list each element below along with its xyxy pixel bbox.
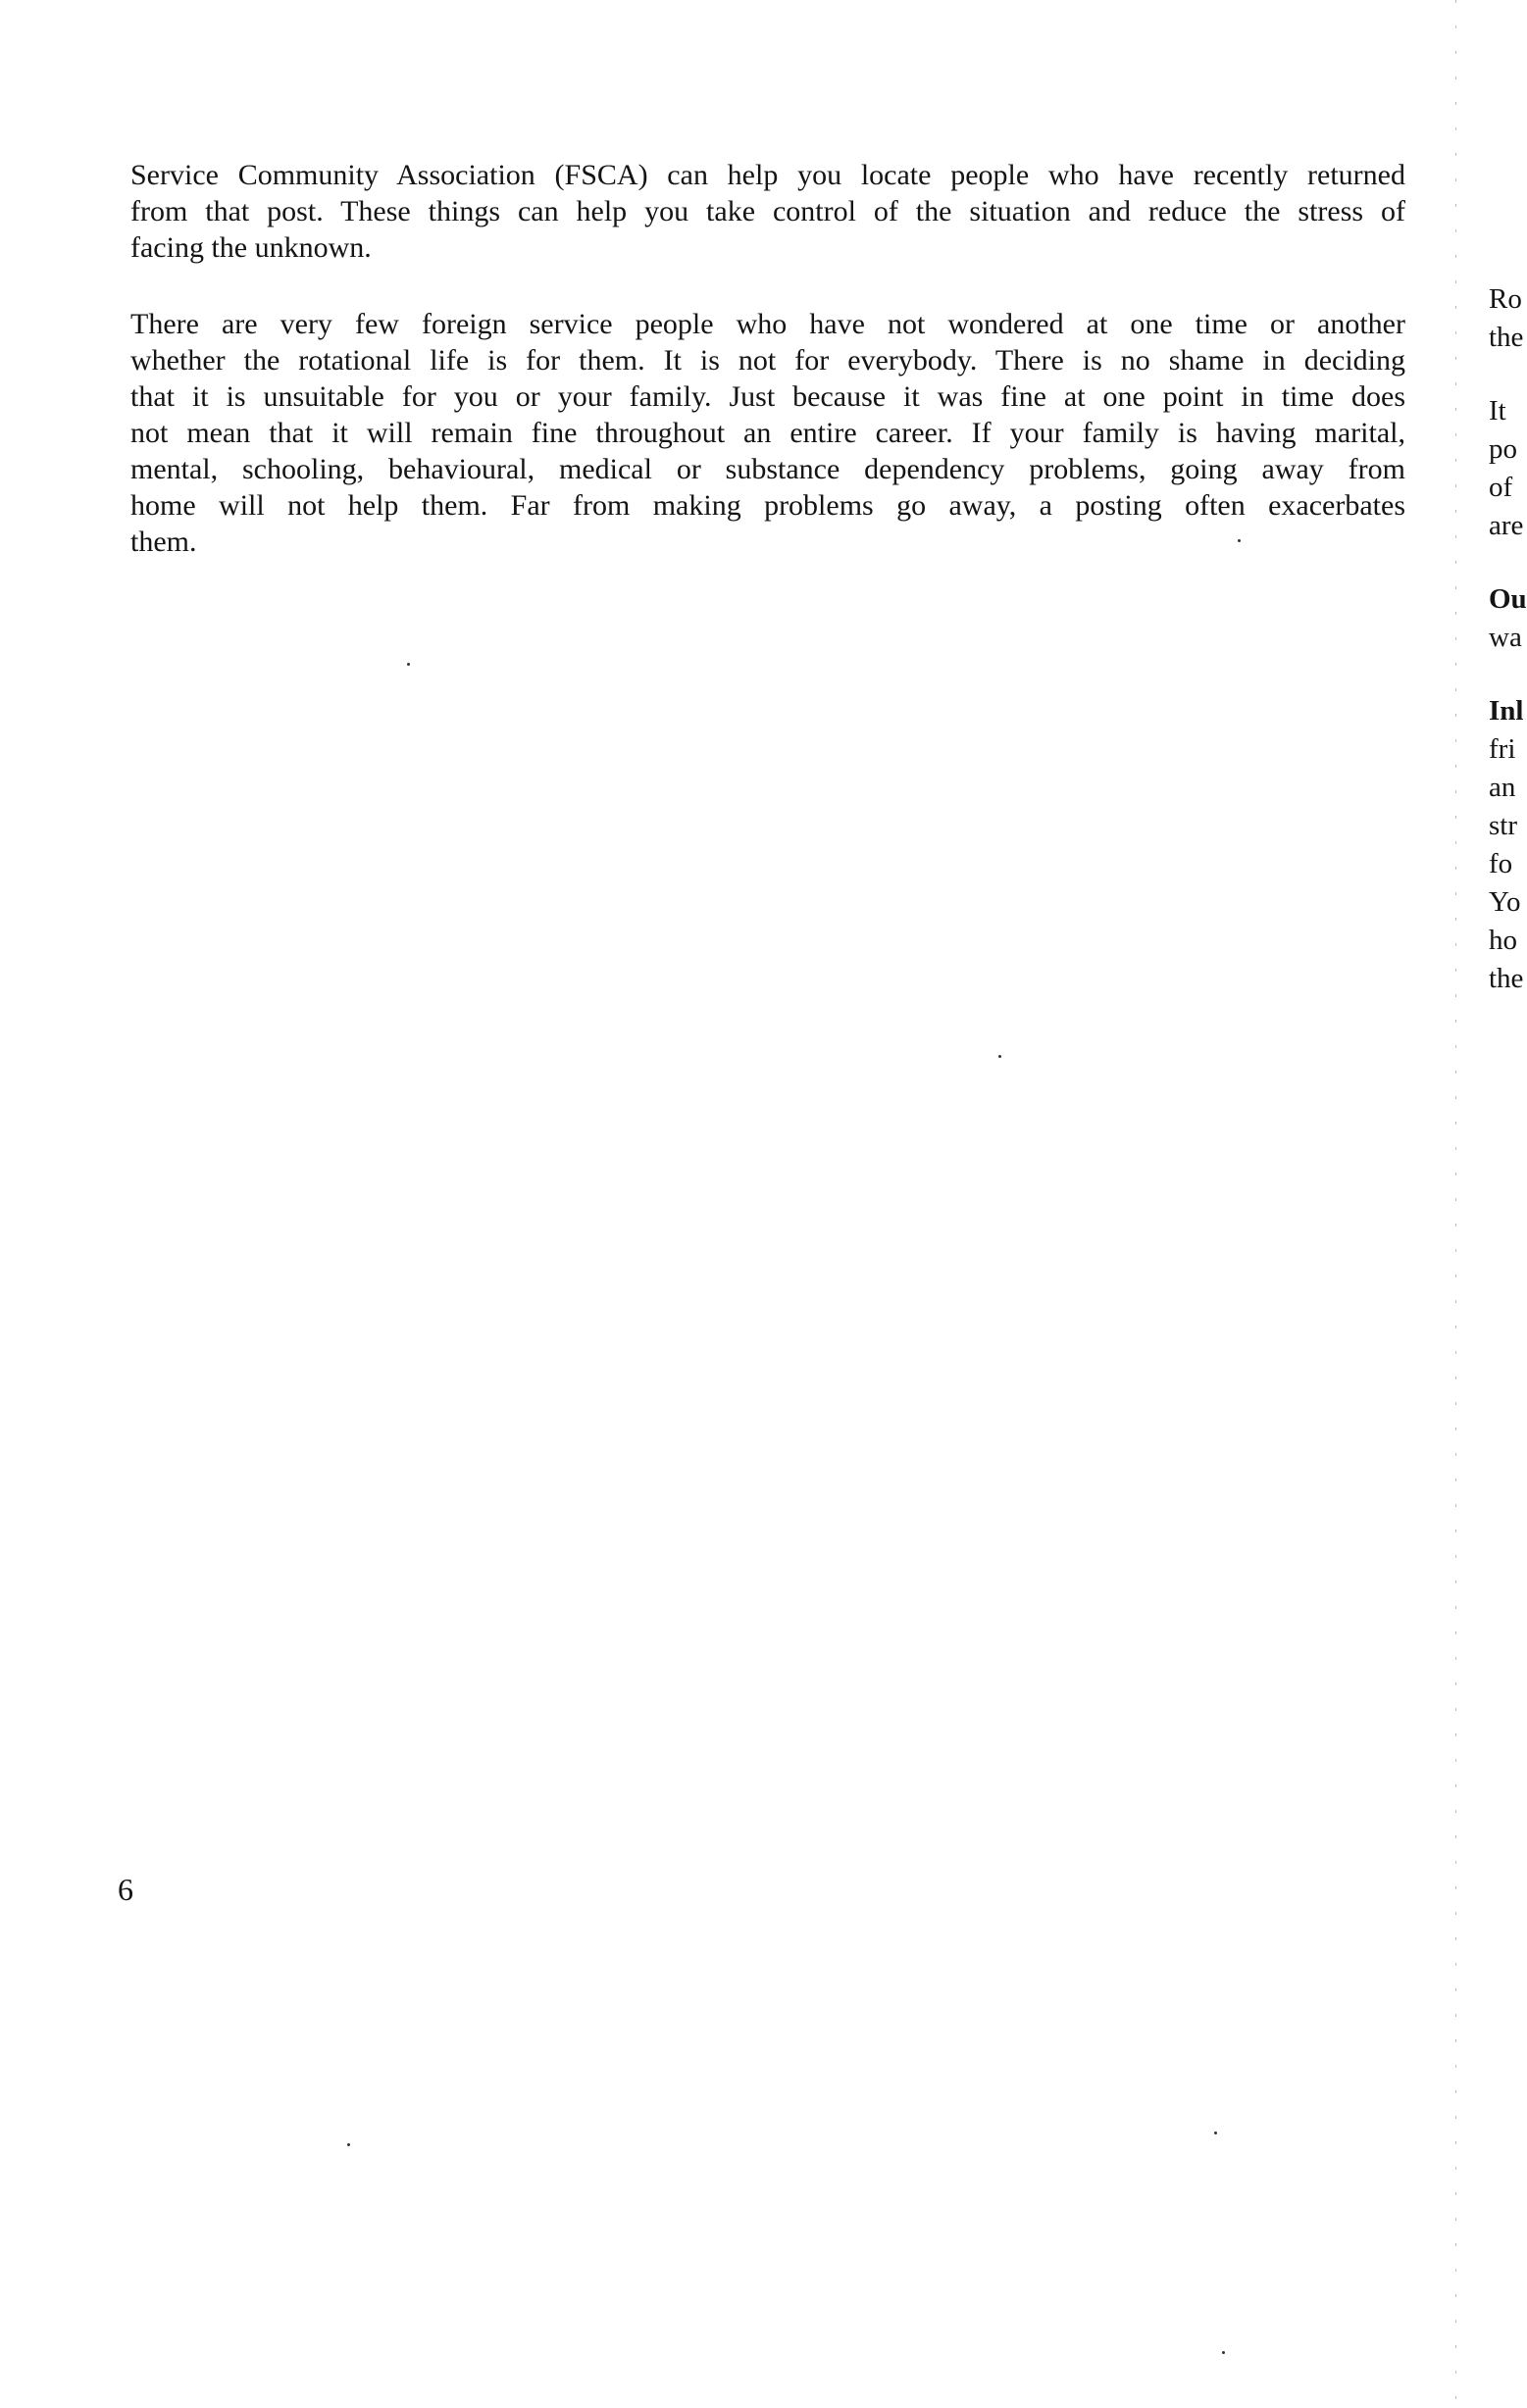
text-line: from that post. These things can help you take control of the situation and reduce the stress of — [130, 195, 1405, 227]
facing-page-fragment: Ou — [1489, 583, 1527, 615]
text-line: that it is unsuitable for you or your family. Just because it was fine at one point in time does — [130, 380, 1405, 413]
facing-page-fragment: Inl — [1489, 695, 1524, 727]
text-line: There are very few foreign service people who have not wondered at one time or another — [130, 308, 1405, 340]
text-line: not mean that it will remain fine throughout an entire career. If your family is having marital, — [130, 417, 1405, 449]
facing-page-fragment: the — [1489, 963, 1524, 994]
text-line: them. — [130, 526, 197, 558]
paragraph-fsca — [130, 157, 1405, 266]
facing-page-fragment: fo — [1489, 848, 1513, 879]
text-line: home will not help them. Far from making problems go away, a posting often exacerbates — [130, 489, 1405, 522]
page-gutter-divider — [1455, 0, 1456, 2408]
text-line: facing the unknown. — [130, 231, 372, 264]
facing-page-fragment: are — [1489, 510, 1524, 541]
text-line: Service Community Association (FSCA) can help you locate people who have recently returned — [130, 159, 1405, 191]
paragraph-rotational-life — [130, 306, 1405, 560]
text-line: mental, schooling, behavioural, medical or substance dependency problems, going away from — [130, 453, 1405, 485]
facing-page-fragment: fri — [1489, 733, 1516, 765]
facing-page-fragment: It — [1489, 395, 1506, 426]
scan-speck — [1222, 2351, 1225, 2354]
facing-page-fragment: str — [1489, 810, 1517, 841]
facing-page-fragment: of — [1489, 472, 1513, 503]
scan-speck — [407, 663, 410, 666]
page-number: 6 — [118, 1872, 133, 1907]
scan-speck — [1214, 2132, 1217, 2134]
facing-page-edge-text — [1489, 280, 1527, 998]
facing-page-fragment: wa — [1489, 622, 1522, 653]
scan-speck — [1238, 539, 1241, 542]
facing-page-fragment: Yo — [1489, 886, 1521, 918]
text-line: whether the rotational life is for them. It is not for everybody. There is no shame in deciding — [130, 344, 1405, 376]
facing-page-fragment: ho — [1489, 925, 1517, 956]
scan-speck — [998, 1055, 1001, 1058]
facing-page-fragment: an — [1489, 772, 1516, 803]
facing-page-fragment: po — [1489, 433, 1517, 465]
facing-page-fragment: the — [1489, 322, 1524, 353]
scan-speck — [347, 2143, 350, 2146]
facing-page-fragment: Ro — [1489, 283, 1522, 315]
